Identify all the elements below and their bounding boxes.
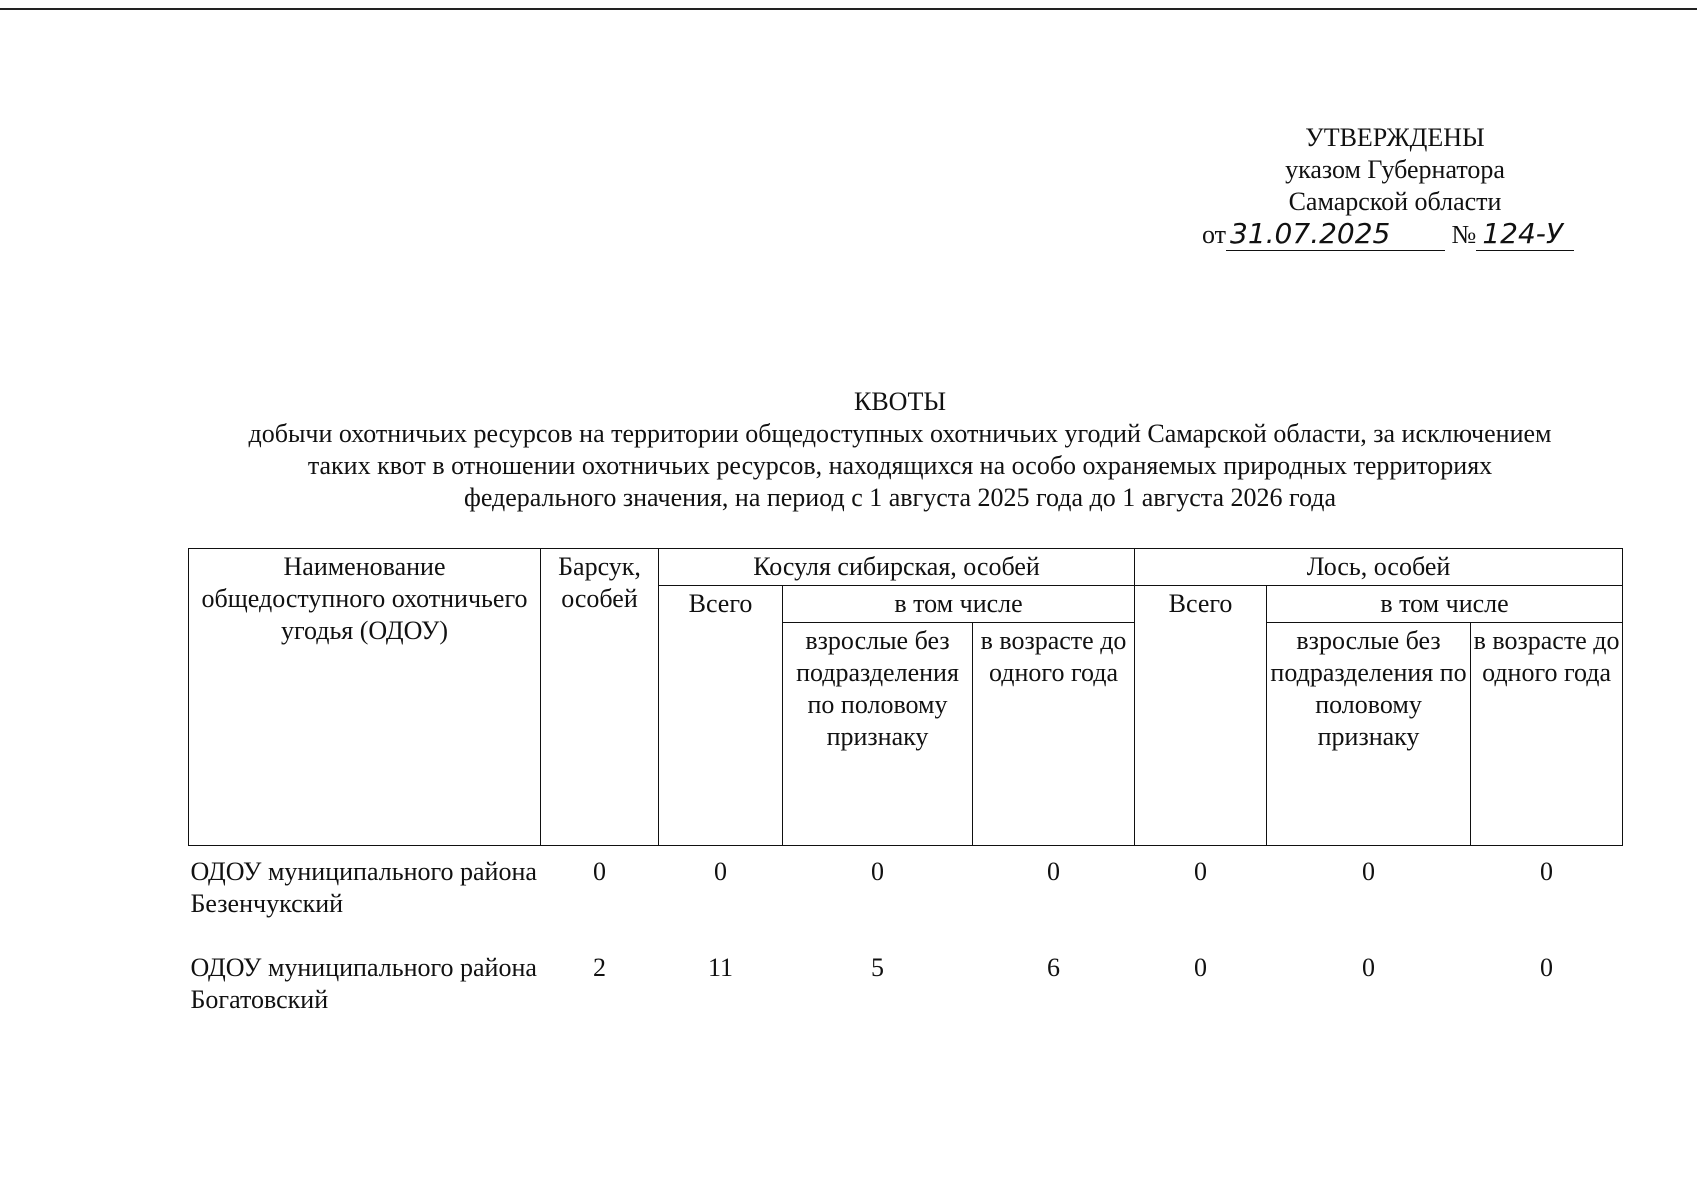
row-roe-total: 0 <box>714 857 727 886</box>
header-moose-young: в возрасте до одного года <box>1471 623 1623 846</box>
approval-line-1: УТВЕРЖДЕНЫ <box>1305 123 1485 152</box>
row-moose-adult: 0 <box>1362 857 1376 886</box>
header-moose-including: в том числе <box>1267 586 1623 623</box>
quota-table <box>188 548 1623 1038</box>
row-moose-young: 0 <box>1540 953 1554 982</box>
header-roe-adult: взрослые без подразделения по половому признаку <box>783 623 973 846</box>
row-moose-total: 0 <box>1194 857 1208 886</box>
row-roe-adult: 0 <box>871 857 884 886</box>
approval-stamp <box>1180 122 1610 251</box>
approval-line-2: указом Губернатора <box>1285 155 1505 184</box>
row-roe-adult: 5 <box>871 953 884 982</box>
header-badger: Барсук, особей <box>541 549 659 846</box>
document-title <box>150 386 1650 514</box>
approval-line-3: Самарской области <box>1288 187 1502 216</box>
header-roe-total: Всего <box>659 586 783 846</box>
title-line-2: таких квот в отношении охотничьих ресурсов, находящихся на особо охраняемых природных территориях <box>307 451 1493 480</box>
header-roe-young: в возрасте до одного года <box>973 623 1135 846</box>
row-roe-young: 0 <box>1047 857 1061 886</box>
header-moose-adult: взрослые без подразделения по половому признаку <box>1267 623 1471 846</box>
table-row <box>189 846 1623 943</box>
title-line-1: добычи охотничьих ресурсов на территории общедоступных охотничьих угодий Самарской области, за исключением <box>248 419 1552 448</box>
date-prefix: от <box>1202 220 1227 249</box>
row-moose-adult: 0 <box>1362 953 1376 982</box>
row-roe-young: 6 <box>1047 953 1061 982</box>
header-name: Наименование общедоступного охотничьего угодья (ОДОУ) <box>189 549 541 846</box>
header-moose-total: Всего <box>1135 586 1267 846</box>
table-row <box>189 942 1623 1038</box>
row-name: ОДОУ муниципального района Безенчукский <box>190 857 537 918</box>
title-heading: КВОТЫ <box>853 387 946 416</box>
row-name: ОДОУ муниципального района Богатовский <box>190 953 537 1014</box>
row-moose-young: 0 <box>1540 857 1554 886</box>
number-prefix: № <box>1451 220 1477 249</box>
top-border-line <box>0 8 1697 10</box>
approval-date-line <box>1180 218 1610 251</box>
handwritten-date: 31.07.2025 <box>1226 218 1445 251</box>
title-line-3: федерального значения, на период с 1 августа 2025 года до 1 августа 2026 года <box>463 483 1337 512</box>
header-roe-group: Косуля сибирская, особей <box>659 549 1135 586</box>
row-roe-total: 11 <box>707 953 734 982</box>
header-roe-including: в том числе <box>783 586 1135 623</box>
header-moose-group: Лось, особей <box>1135 549 1623 586</box>
row-badger: 2 <box>593 953 606 982</box>
row-badger: 0 <box>593 857 606 886</box>
row-moose-total: 0 <box>1194 953 1208 982</box>
handwritten-number: 124-У <box>1476 218 1574 251</box>
